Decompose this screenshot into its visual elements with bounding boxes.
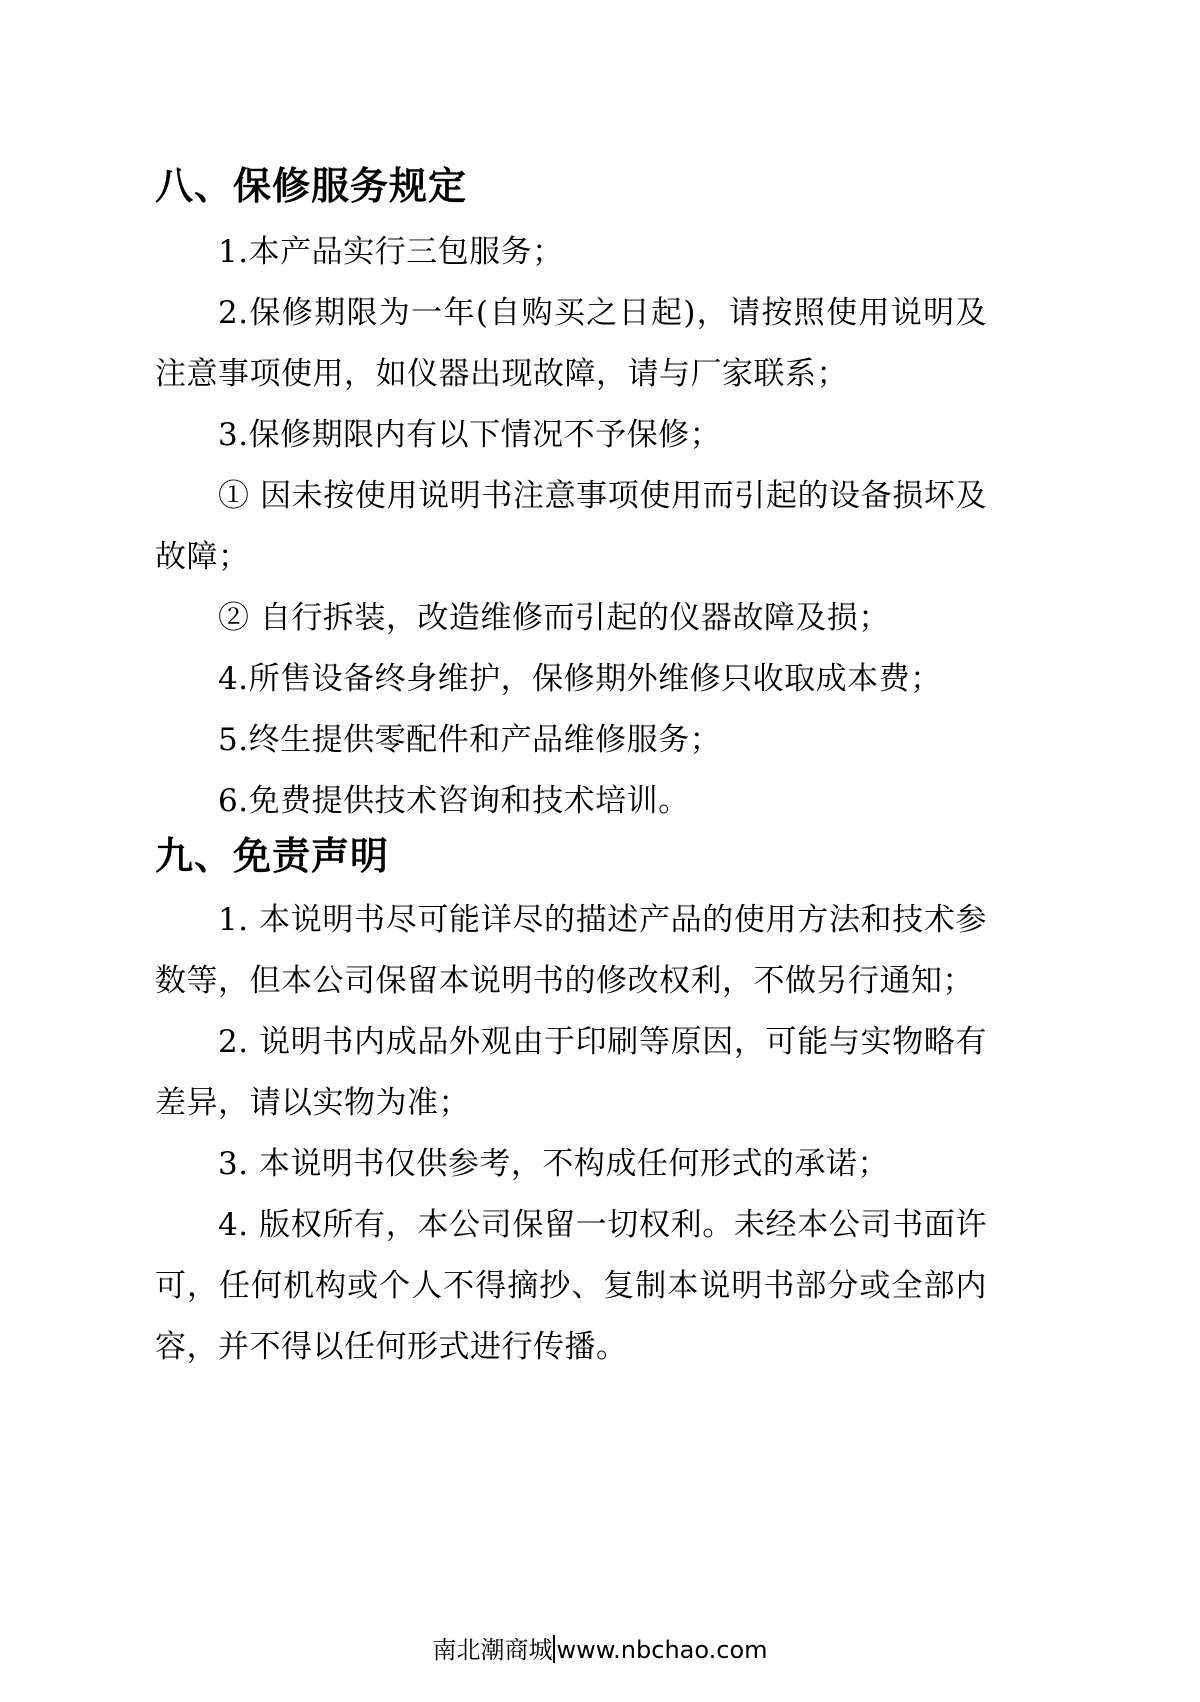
- warranty-item-6: 6.免费提供技术咨询和技术培训。: [218, 783, 690, 819]
- warranty-item-3: 3.保修期限内有以下情况不予保修；: [218, 417, 722, 453]
- warranty-item-4: 4.所售设备终身维护，保修期外维修只收取成本费；: [218, 661, 942, 697]
- section-disclaimer: [155, 828, 987, 1378]
- disclaimer-item-2: 2. 说明书内成品外观由于印刷等原因，可能与实物略有差异，请以实物为准；: [155, 1024, 987, 1121]
- warranty-item-2: 2.保修期限为一年(自购买之日起)，请按照使用说明及注意事项使用，如仪器出现故障，请与厂家联系；: [155, 295, 987, 392]
- footer-watermark: [0, 1633, 1200, 1667]
- disclaimer-item-1: 1. 本说明书尽可能详尽的描述产品的使用方法和技术参数等，但本公司保留本说明书的修改权利，不做另行通知；: [155, 902, 987, 999]
- section-heading-warranty: 八、保修服务规定: [155, 164, 468, 208]
- warranty-item-5: 5.终生提供零配件和产品维修服务；: [218, 722, 722, 758]
- disclaimer-item-4: 4. 版权所有，本公司保留一切权利。未经本公司书面许可，任何机构或个人不得摘抄、复制本说明书部分或全部内容，并不得以任何形式进行传播。: [155, 1207, 987, 1365]
- document-page: [155, 158, 987, 1378]
- section-warranty: [155, 158, 987, 832]
- disclaimer-item-3: 3. 本说明书仅供参考，不构成任何形式的承诺；: [218, 1146, 889, 1182]
- warranty-exclusion-1: ① 因未按使用说明书注意事项使用而引起的设备损坏及故障；: [155, 478, 987, 575]
- warranty-item-1: 1.本产品实行三包服务；: [218, 234, 564, 270]
- footer-site-name: 南北潮商城: [432, 1636, 553, 1664]
- section-heading-disclaimer: 九、免责声明: [155, 834, 390, 878]
- footer-url: www.nbchao.com: [556, 1636, 768, 1664]
- warranty-exclusion-2: ② 自行拆装，改造维修而引起的仪器故障及损；: [218, 600, 890, 636]
